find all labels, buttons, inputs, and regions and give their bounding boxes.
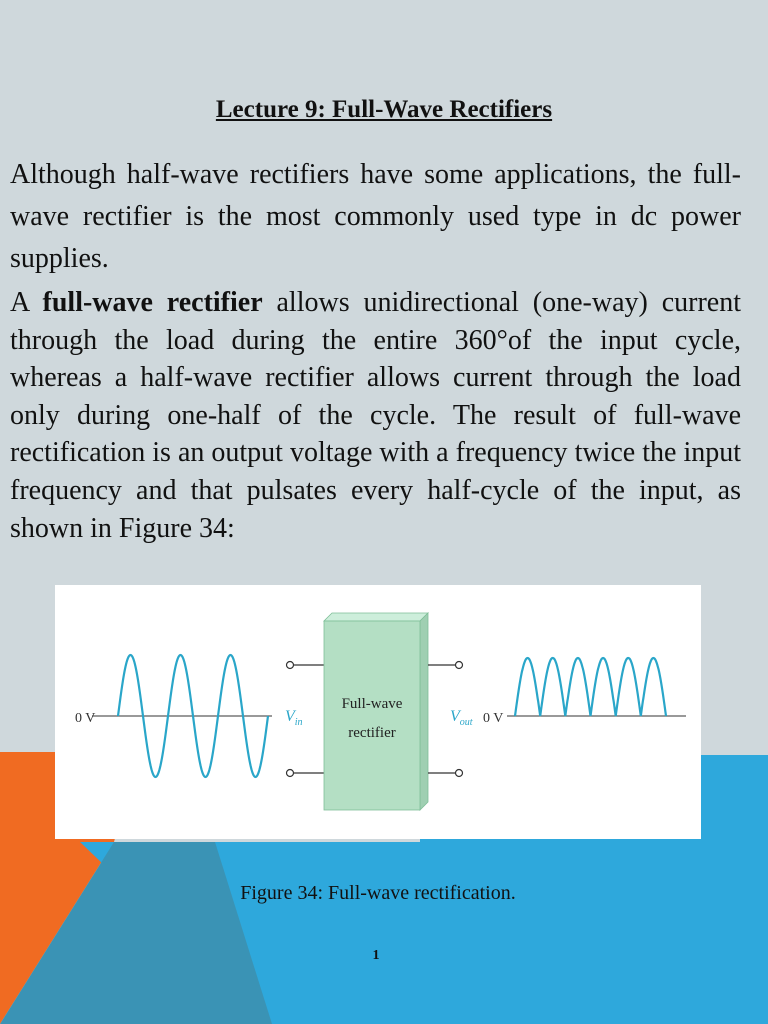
output-zero-label: 0 V [483,711,504,726]
definition-paragraph [10,284,741,547]
output-rectified-wave [515,658,666,716]
rectifier-block-top [324,613,428,621]
page-number: 1 [372,948,380,963]
page-title: Lecture 9: Full-Wave Rectifiers [215,96,553,123]
output-terminal-top [456,662,463,669]
figure-caption: Figure 34: Full-wave rectification. [240,882,516,904]
intro-paragraph: Although half-wave rectifiers have some applications, the full-wave rectifier is the most commonly used type in dc power supplies. [10,159,741,274]
definition-body: allows unidirectional (one-way) current through the load during the entire 360°of the input cycle, whereas a half-wave rectifier allows current through the load only during one-half of the cycle. The result of full-wave rectification is an output voltage with a frequency twice the input frequency and that pulsates every half-cycle of the input, as shown in Figure 34: [10,287,741,544]
output-terminal-bottom [456,770,463,777]
rectifier-diagram [55,585,701,839]
input-zero-label: 0 V [75,711,96,726]
definition-lead: A [10,287,43,318]
input-terminal-top [287,662,294,669]
input-terminal-bottom [287,770,294,777]
rectifier-label-line2: rectifier [348,725,396,741]
rectifier-block [324,621,420,810]
figure-34 [55,585,701,839]
vout-label: $V_{out}$ [450,708,473,728]
definition-term: full-wave rectifier [42,287,263,318]
vin-label: $V_{in}$ [285,708,303,728]
rectifier-block-side [420,613,428,810]
rectifier-label-line1: Full-wave [341,696,403,712]
